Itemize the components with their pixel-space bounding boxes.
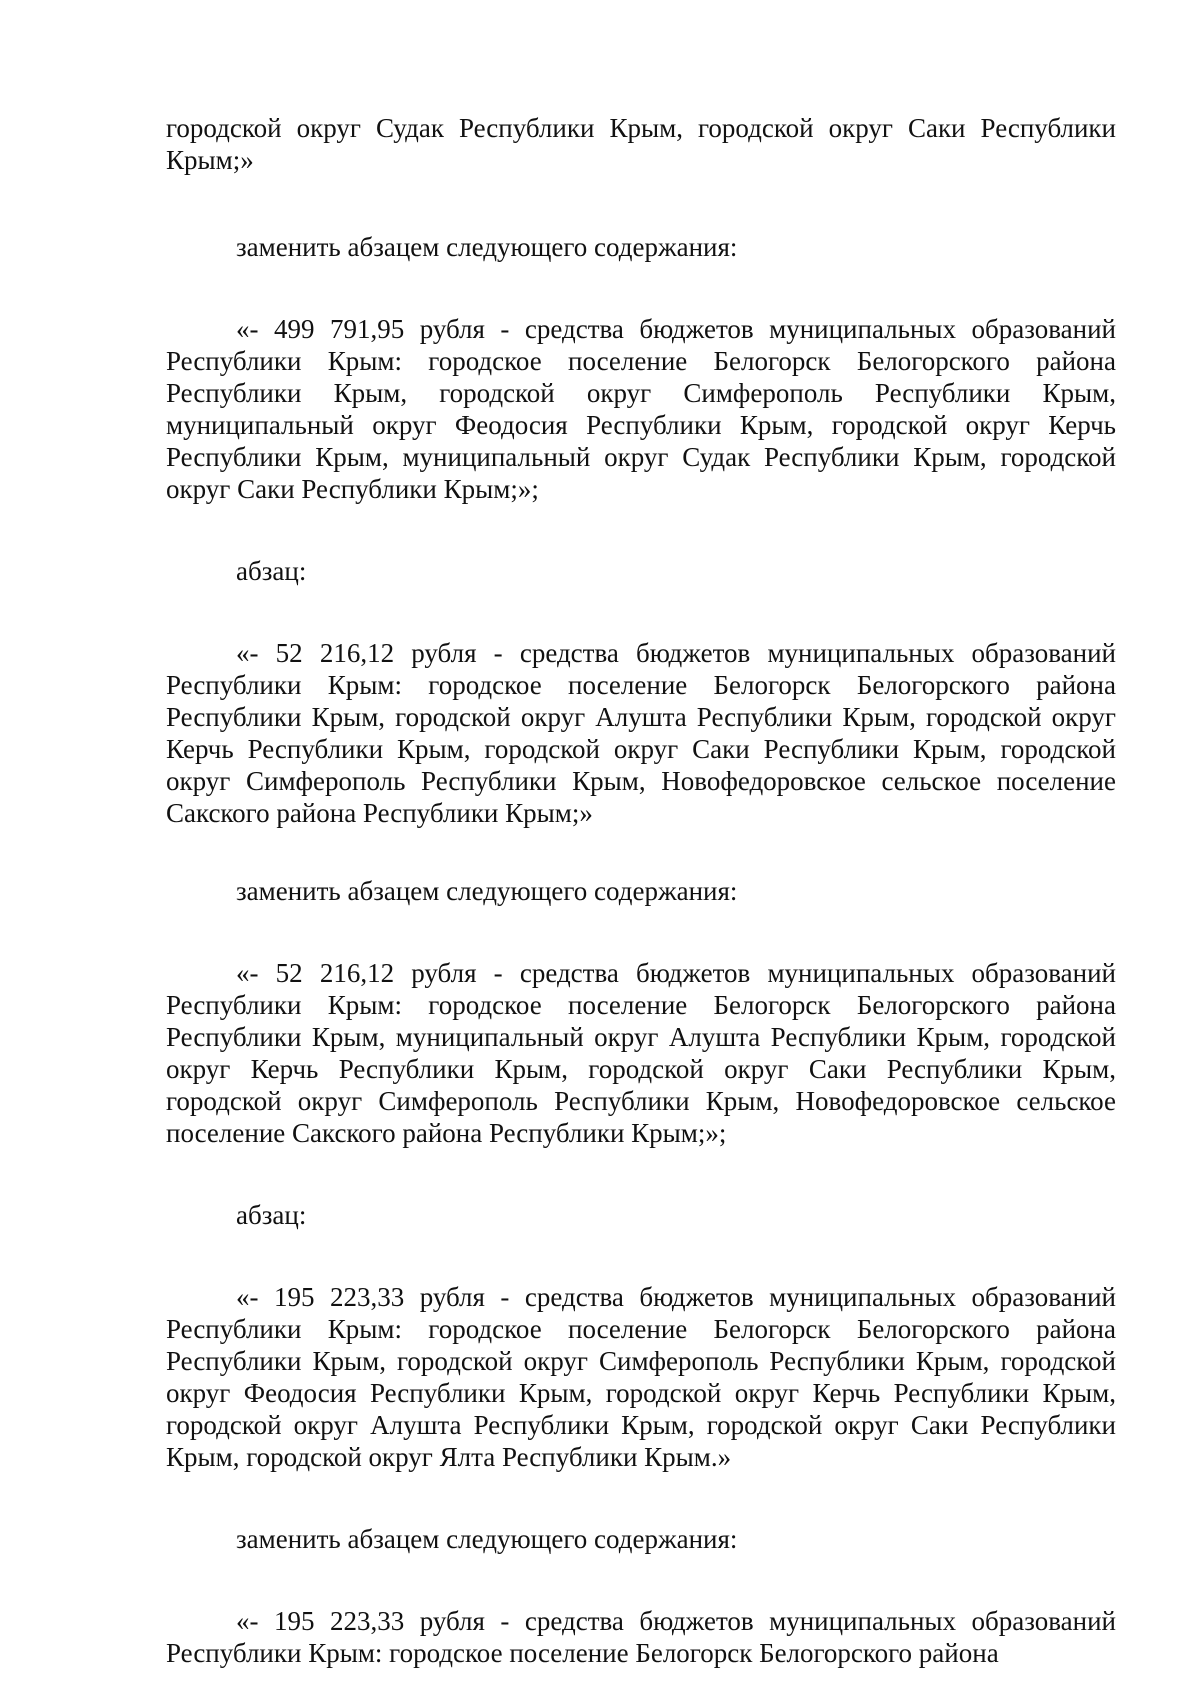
paragraph-continuation: городской округ Судак Республики Крым, городской округ Саки Республики Крым;» — [166, 113, 1116, 175]
paragraph-new-text: «- 499 791,95 рубля - средства бюджетов муниципальных образований Республики Крым: городское поселение Белогорск Белогорского района Республики Крым, городской округ Симферополь Республики Крым, муниципальный округ Феодосия Республики Крым, городской округ Керчь Республики Крым, муниципальный округ Судак Республики Крым, городской округ Саки Республики Крым;»; — [166, 314, 1116, 504]
paragraph-new-text: «- 195 223,33 рубля - средства бюджетов муниципальных образований Республики Крым: городское поселение Белогорск Белогорского района — [166, 1606, 1116, 1668]
paragraph-replace-instruction: заменить абзацем следующего содержания: — [236, 1524, 738, 1554]
paragraph-old-text: «- 52 216,12 рубля - средства бюджетов муниципальных образований Республики Крым: городское поселение Белогорск Белогорского района Республики Крым, городской округ Алушта Республики Крым, городской округ Керчь Республики Крым, городской округ Саки Республики Крым, городской округ Симферополь Республики Крым, Новофедоровское сельское поселение Сакского района Республики Крым;» — [166, 638, 1116, 828]
paragraph-abzac-label: абзац: — [236, 1200, 307, 1230]
paragraph-replace-instruction: заменить абзацем следующего содержания: — [236, 876, 738, 906]
paragraph-old-text: «- 195 223,33 рубля - средства бюджетов муниципальных образований Республики Крым: городское поселение Белогорск Белогорского района Республики Крым, городской округ Симферополь Республики Крым, городской округ Феодосия Республики Крым, городской округ Керчь Республики Крым, городской округ Алушта Республики Крым, городской округ Саки Республики Крым, городской округ Ялта Республики Крым.» — [166, 1282, 1116, 1472]
document-body — [166, 112, 1116, 1669]
paragraph-abzac-label: абзац: — [236, 556, 307, 586]
paragraph-replace-instruction: заменить абзацем следующего содержания: — [236, 232, 738, 262]
paragraph-new-text: «- 52 216,12 рубля - средства бюджетов муниципальных образований Республики Крым: городское поселение Белогорск Белогорского района Республики Крым, муниципальный округ Алушта Республики Крым, городской округ Керчь Республики Крым, городской округ Саки Республики Крым, городской округ Симферополь Республики Крым, Новофедоровское сельское поселение Сакского района Республики Крым;»; — [166, 958, 1116, 1148]
